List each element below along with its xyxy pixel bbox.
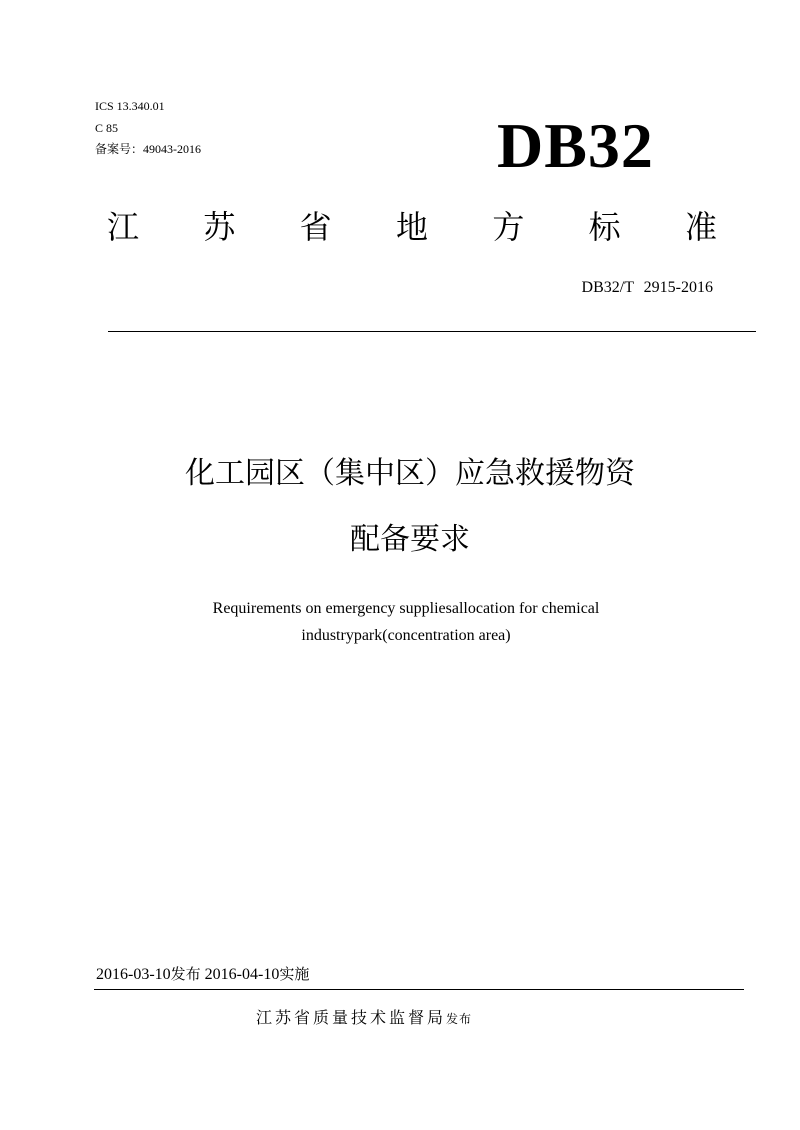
publisher-suffix: 发布	[446, 1012, 473, 1026]
publisher-name: 江苏省质量技术监督局	[256, 1008, 447, 1027]
standard-number: DB32/T 2915-2016	[581, 279, 713, 296]
english-title-line-1: Requirements on emergency suppliesallocation for chemical	[212, 600, 600, 617]
implement-date: 2016-04-10	[204, 966, 280, 983]
issue-label: 发布	[170, 965, 201, 983]
standard-type-title	[107, 205, 717, 249]
chinese-title-line-1: 化工园区（集中区）应急救援物资	[185, 456, 635, 491]
record-number: 备案号：49043-2016	[95, 142, 201, 156]
publisher	[256, 1007, 472, 1030]
standard-type-char: 准	[684, 208, 717, 246]
standard-type-char: 省	[299, 208, 332, 246]
issue-implement-dates	[96, 963, 309, 986]
issue-date: 2016-03-10	[96, 966, 171, 983]
db-code-logo: DB32	[497, 110, 654, 181]
ics-code: ICS 13.340.01	[95, 99, 165, 113]
standard-type-char: 方	[492, 208, 525, 246]
standard-type-char: 苏	[203, 208, 236, 246]
chinese-title-line-2: 配备要求	[350, 522, 470, 557]
ccs-code: C 85	[95, 121, 119, 135]
bottom-divider	[94, 989, 744, 990]
top-divider	[108, 331, 756, 332]
standard-type-char: 标	[588, 208, 621, 246]
implement-label: 实施	[279, 965, 310, 983]
standard-type-char: 地	[395, 208, 428, 246]
english-title-line-2: industrypark(concentration area)	[301, 627, 511, 644]
standard-type-char: 江	[107, 208, 140, 246]
